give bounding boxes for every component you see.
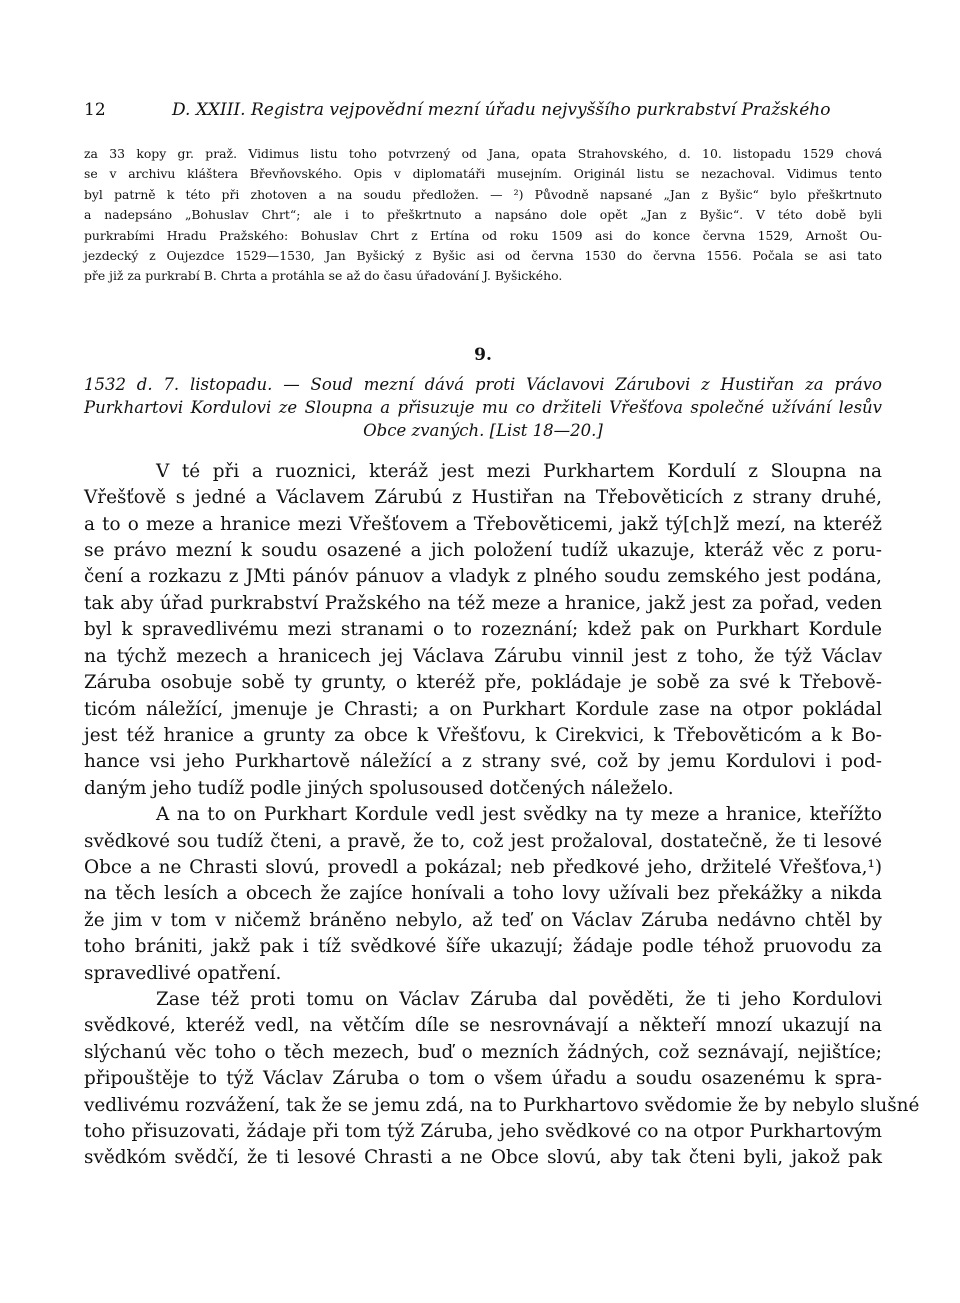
footnote-line: za 33 kopy gr. praž. Vidimus listu toho potvrzený od Jana, opata Strahovského, d. 10. listopadu 1529 chová (84, 146, 882, 161)
document-number: 9. (474, 344, 492, 365)
footnote-continuation (84, 144, 882, 287)
regest-line: Obce zvaných. [List 18—20.] (363, 420, 603, 440)
text-line: a to o meze a hranice mezi Vřešťovem a Třebověticemi, jakž tý[ch]ž mezí, na kteréž (84, 513, 882, 535)
text-line: Zase též proti tomu on Václav Záruba dal pověděti, že ti jeho Kordulovi (156, 988, 882, 1010)
text-line: toho brániti, jakž pak i tíž svědkové šíře ukazují; žádaje podle téhož pruovodu za (84, 936, 882, 958)
footnote-line: byl patrně k této při zhotoven a na soudu předložen. — ²) Původně napsané „Jan z Byšic“ bylo přeškrtnuto (84, 186, 882, 202)
text-line: připouštěje to týž Václav Záruba o tom o všem úřadu a soudu osazenému k spra- (84, 1068, 882, 1090)
text-line: na týchž mezech a hranicech jej Václava Zárubu vinnil jest z toho, že týž Václav (84, 645, 882, 667)
footnote-line: jezdecký z Oujezdce 1529—1530, Jan Byšický z Byšic asi od června 1530 do června 1556. Počala se asi tato (84, 248, 882, 264)
text-line: svědkóm svědčí, že ti lesové Chrasti a ne Obce slovú, aby tak čteni byli, jakož pak (84, 1147, 882, 1169)
paragraph (84, 802, 882, 987)
text-line: Obce a ne Chrasti slovú, provedl a pokázal; neb předkové jeho, držitelé Vřešťova,¹) (84, 856, 882, 878)
text-line: jest též hranice a grunty za obce k Vřešťovu, k Cirekvici, k Třebověticóm a k Bo- (84, 724, 882, 746)
text-line: vedlivému rozvážení, tak že se jemu zdá, na to Purkhartovo svědomie že by nebylo slušné (84, 1094, 920, 1116)
text-line: tak aby úřad purkrabství Pražského na též meze a hranice, jakž jest za pořad, veden (84, 592, 882, 614)
text-line: byl k spravedlivému mezi stranami o to rozeznání; kdež pak on Purkhart Kordule (84, 619, 882, 641)
text-line: V té při a ruoznici, kteráž jest mezi Purkhartem Kordulí z Sloupna na (156, 460, 882, 482)
text-line: Vřešťově s jedné a Václavem Zárubú z Hustiřan na Třebověticích z strany druhé, (84, 487, 882, 509)
text-line: svědkové sou tudíž čteni, a pravě, že to, což jest prožaloval, dostatečně, že ti lesové (84, 830, 882, 852)
document-regest (84, 373, 882, 442)
text-line: se právo mezní k soudu osazené a jich položení tudíž ukazuje, kteráž věc z poru- (84, 540, 882, 562)
text-line: slýchanú věc toho o těch mezech, buď o mezních žádných, což seznávají, nejištíce; (84, 1041, 882, 1063)
paragraph (84, 987, 920, 1172)
text-line: spravedlivé opatření. (84, 962, 282, 984)
text-line: toho přisuzovati, žádaje při tom týž Záruba, jeho svědkové co na otpor Purkhartovým (84, 1121, 882, 1142)
text-line: že jim v tom v ničemž bráněno nebylo, až teď on Václav Záruba nedávno chtěl by (84, 909, 882, 931)
text-line: na těch lesích a obcech že zajíce honívali a toho lovy užívali bez překážky a nikda (84, 883, 882, 905)
footnote-line: pře již za purkrabí B. Chrta a protáhla se až do času úřadování J. Byšického. (84, 268, 563, 284)
text-line: daným jeho tudíž podle jiných spolusoused dotčených náleželo. (84, 777, 674, 799)
text-line: ticóm náležící, jmenuje je Chrasti; a on Purkhart Kordule zase na otpor pokládal (84, 698, 882, 720)
document-body (84, 459, 920, 1172)
text-line: hance vsi jeho Purkhartově náležící a z strany své, což by jemu Kordulovi i pod- (84, 751, 882, 773)
page-number: 12 (84, 100, 106, 120)
footnote-line: a nadepsáno „Bohuslav Chrt“; ale i to přeškrtnuto a napsáno dole opět „Jan z Byšic“. V této době byli (84, 207, 882, 223)
text-line: A na to on Purkhart Kordule vedl jest svědky na ty meze a hranice, kteřížto (156, 804, 882, 826)
footnote-line: purkrabími Hradu Pražského: Bohuslav Chrt z Ertína od roku 1509 asi do konce června 1529, Arnošt Ou- (84, 227, 882, 243)
paragraph (84, 459, 882, 802)
regest-line: Purkhartovi Kordulovi ze Sloupna a přisuzuje mu co držiteli Vřešťova společné užívání lesův (84, 397, 882, 417)
running-header (84, 100, 882, 130)
text-line: svědkové, kteréž vedl, na větčím díle se nesrovnávají a někteří mnozí ukazují na (84, 1015, 882, 1037)
text-line: čení a rozkazu z JMti pánóv pánuov a vladyk z plného soudu zemského jest podána, (84, 566, 882, 588)
text-line: Záruba osobuje sobě ty grunty, o kteréž pře, pokládaje je sobě za své k Třebově- (84, 672, 882, 694)
regest-line: 1532 d. 7. listopadu. — Soud mezní dává proti Václavovi Zárubovi z Hustiřan za právo (84, 374, 882, 394)
page (84, 100, 920, 1172)
footnote-line: se v archivu kláštera Břevňovského. Opis v diplomatáři musejním. Originál listu se nezachoval. Vidimus tento (84, 166, 882, 182)
running-title: D. XXIII. Registra vejpovědní mezní úřadu nejvyššího purkrabství Pražského (172, 100, 831, 120)
